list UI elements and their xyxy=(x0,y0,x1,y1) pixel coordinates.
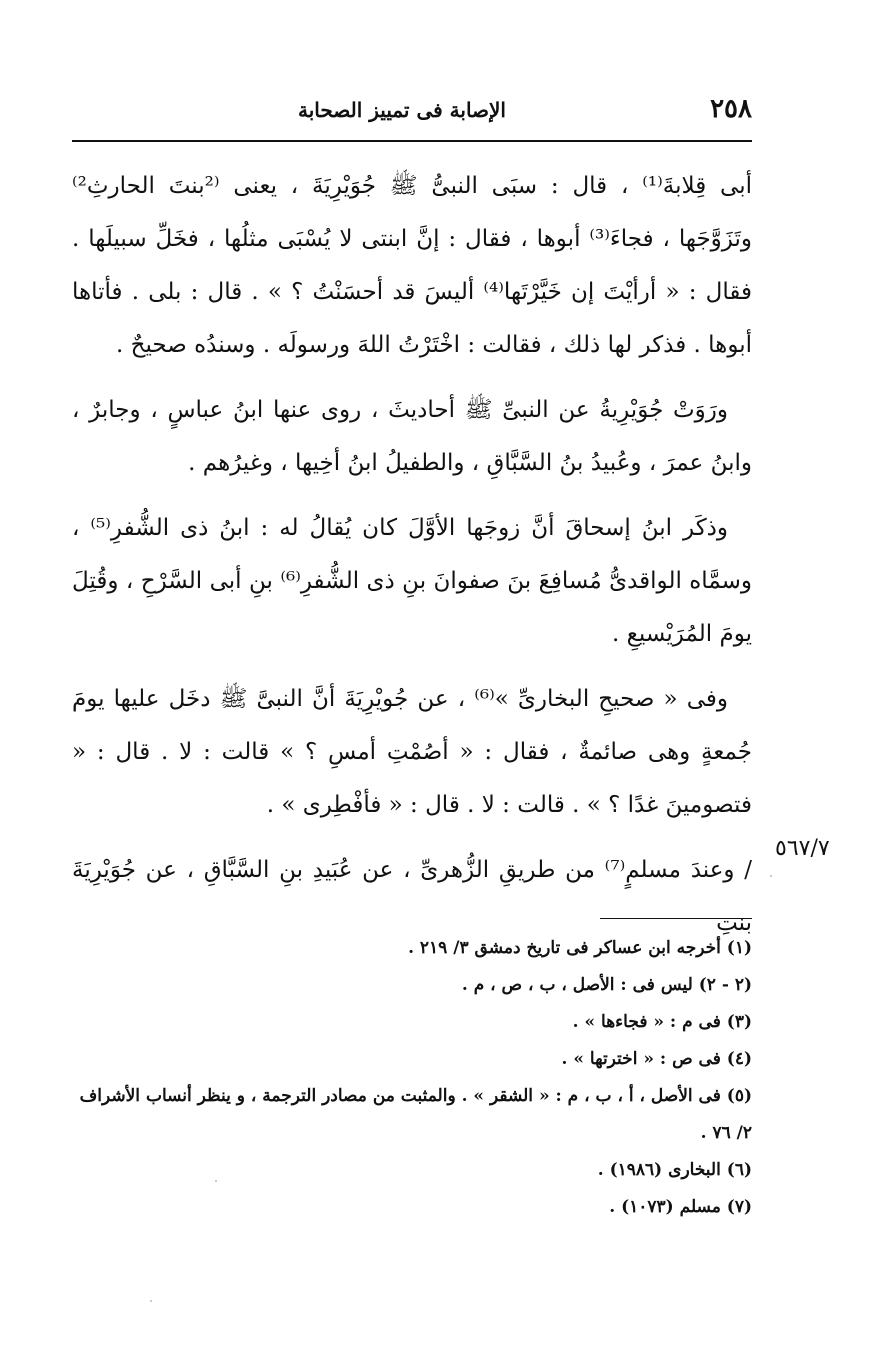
paragraph-3: وذكَر ابنُ إسحاقَ أنَّ زوجَها الأوَّلَ كان يُقالُ له : ابنُ ذى الشُّفرِ⁽⁵⁾ ، وسمَّاه الواقدىُّ مُسافِعَ بنَ صفوانَ بنِ ذى الشُّفرِ⁽⁶⁾ بنِ أبى السَّرْحِ ، وقُتِلَ يومَ المُرَيْسيعِ . xyxy=(72,515,752,647)
footnote-1: (١) أخرجه ابن عساكر فى تاريخ دمشق ٣/ ٢١٩ . xyxy=(408,938,752,958)
paragraph-5: / وعندَ مسلمٍ⁽⁷⁾ من طريقِ الزُّهرىِّ ، عن عُبَيدِ بنِ السَّبَّاقِ ، عن جُوَيْرِيَةَ بنتِ xyxy=(72,857,753,936)
page-number: ٢٥٨ xyxy=(710,94,752,124)
footnote-2: (٢ - ٢) ليس فى : الأصل ، ب ، ص ، م . xyxy=(461,975,752,995)
footnote-7: (٧) مسلم (١٠٧٣) . xyxy=(609,1197,752,1217)
footnote-4: (٤) فى ص : « اخترتها » . xyxy=(561,1049,752,1069)
scan-speck xyxy=(215,1180,217,1182)
footnote-rule xyxy=(600,918,752,919)
footnote-3: (٣) فى م : « فجاءها » . xyxy=(572,1012,752,1032)
main-text xyxy=(72,160,752,950)
scan-speck xyxy=(770,875,772,877)
paragraph-4: وفى « صحيحِ البخارىِّ »⁽⁶⁾ ، عن جُويْرِيَةَ أنَّ النبىَّ ﷺ دخَل عليها يومَ جُمعةٍ وهى صائمةٌ ، فقال : « أصُمْتِ أمسِ ؟ » قالت : لا . قال : « فتصومينَ غدًا ؟ » . قالت : لا . قال : « فأفْطِرى » . xyxy=(72,686,752,818)
footnote-5: (٥) فى الأصل ، أ ، ب ، م : « الشقر » . والمثبت من مصادر الترجمة ، و ينظر أنساب الأشراف ٢/ ٧٦ . xyxy=(79,1086,752,1143)
running-title: الإصابة فى تمييز الصحابة xyxy=(298,98,506,122)
header-rule xyxy=(72,140,752,142)
paragraph-2: ورَوَتْ جُوَيْرِيةُ عن النبىِّ ﷺ أحاديثَ ، روى عنها ابنُ عباسٍ ، وجابرٌ ، وابنُ عمرَ ، وعُبيدُ بنُ السَّبَّاقِ ، والطفيلُ ابنُ أخِيها ، وغيرُهم . xyxy=(72,397,752,476)
footnote-6: (٦) البخارى (١٩٨٦) . xyxy=(597,1160,752,1180)
page-header xyxy=(72,94,752,134)
paragraph-1: أبى قِلابةَ⁽¹⁾ ، قال : سبَى النبىُّ ﷺ جُوَيْرِيَةَ ، يعنى ⁽²بنتَ الحارثِ²⁾ وتَزَوَّجَها ، فجاءَ⁽³⁾ أبوها ، فقال : إنَّ ابنتى لا يُسْبَى مثلُها ، فخَلِّ سبيلَها . فقال : « أرأيْتَ إن خَيَّرْتَها⁽⁴⁾ أليسَ قد أحسَنْتُ ؟ » . قال : بلى . فأتاها أبوها . فذكر لها ذلك ، فقالت : اخْتَرْتُ اللهَ ورسولَه . وسندُه صحيحٌ . xyxy=(72,173,752,358)
margin-reference: ٥٦٧/٧ xyxy=(775,836,830,861)
scan-speck xyxy=(150,1300,152,1302)
footnotes xyxy=(72,930,752,1226)
